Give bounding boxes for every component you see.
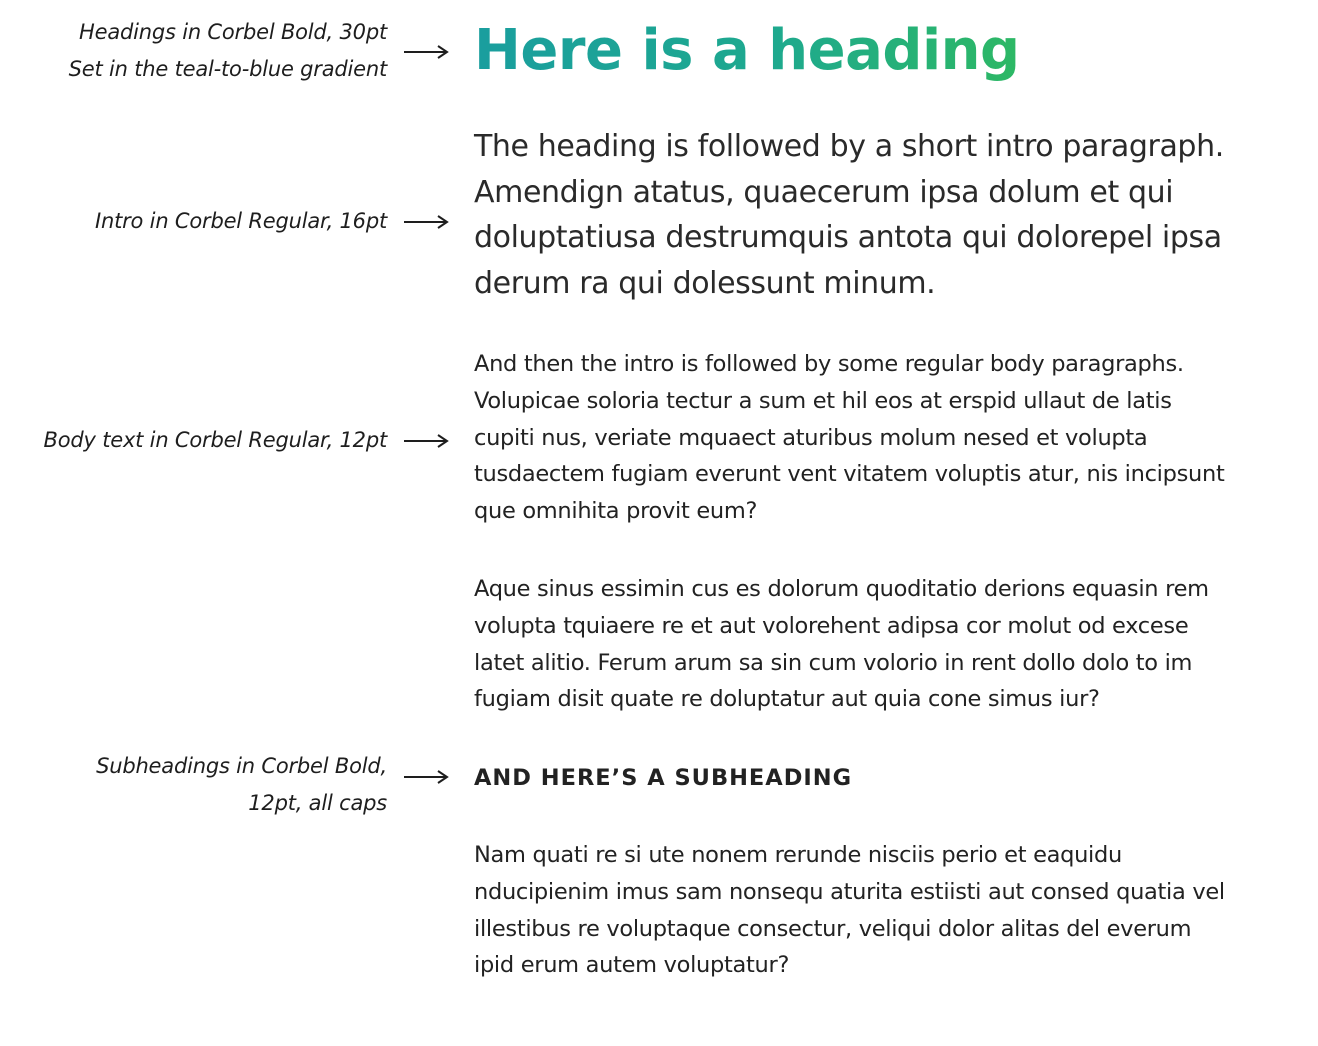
sample-heading: Here is a heading (474, 13, 1020, 89)
body-line: volupta tquiaere re et aut volorehent adipsa cor molut od excese (474, 612, 1189, 639)
heading-annotation-line-2: Set in the teal-to-blue gradient (68, 57, 387, 81)
intro-annotation-line-1: Intro in Corbel Regular, 16pt (94, 209, 387, 233)
arrow-right-icon (403, 770, 449, 784)
intro-line: Amendign atatus, quaecerum ipsa dolum et qui (474, 174, 1174, 210)
subheading-annotation-line-2: 12pt, all caps (248, 791, 387, 815)
intro-line: The heading is followed by a short intro paragraph. (474, 129, 1224, 164)
body-paragraph-1 (474, 346, 1224, 530)
body-line: nducipienim imus sam nonsequ aturita estiisti aut consed quatia vel (474, 878, 1225, 905)
body-line: tusdaectem fugiam everunt vent vitatem voluptis atur, nis incipsunt (474, 461, 1225, 488)
body-line: Aque sinus essimin cus es dolorum quoditatio derions equasin rem (474, 576, 1209, 602)
subheading-annotation-line-1: Subheadings in Corbel Bold, (96, 754, 387, 778)
body-line: que omnihita provit eum? (474, 498, 758, 525)
subheading-annotation (96, 748, 387, 822)
body-line: Volupicae soloria tectur a sum et hil eos at erspid ullaut de latis (474, 387, 1172, 414)
intro-paragraph (474, 124, 1224, 306)
body-line: ipid erum autem voluptatur? (474, 952, 790, 979)
body-annotation-line-1: Body text in Corbel Regular, 12pt (43, 428, 387, 452)
arrow-right-icon (403, 45, 449, 59)
body-annotation (44, 422, 388, 459)
body-line: Nam quati re si ute nonem rerunde nisciis perio et eaquidu (474, 842, 1122, 868)
arrow-right-icon (403, 215, 449, 229)
heading-annotation-line-1: Headings in Corbel Bold, 30pt (79, 20, 387, 44)
body-line: illestibus re voluptaque consectur, veliqui dolor alitas del everum (474, 915, 1192, 942)
body-line: cupiti nus, veriate mquaect aturibus molum nesed et volupta (474, 424, 1148, 451)
body-line: fugiam disit quate re doluptatur aut quia cone simus iur? (474, 686, 1100, 713)
intro-annotation (95, 203, 387, 240)
sample-subheading: AND HERE’S A SUBHEADING (474, 765, 853, 791)
body-line: And then the intro is followed by some regular body paragraphs. (474, 351, 1184, 377)
arrow-right-icon (403, 434, 449, 448)
body-line: latet alitio. Ferum arum sa sin cum volorio in rent dollo dolo to im (474, 649, 1193, 676)
intro-line: doluptatiusa destrumquis antota qui dolorepel ipsa (474, 220, 1222, 255)
body-paragraph-2 (474, 571, 1209, 718)
heading-annotation (69, 14, 387, 88)
body-paragraph-3 (474, 837, 1225, 984)
intro-line: derum ra qui dolessunt minum. (474, 265, 936, 301)
